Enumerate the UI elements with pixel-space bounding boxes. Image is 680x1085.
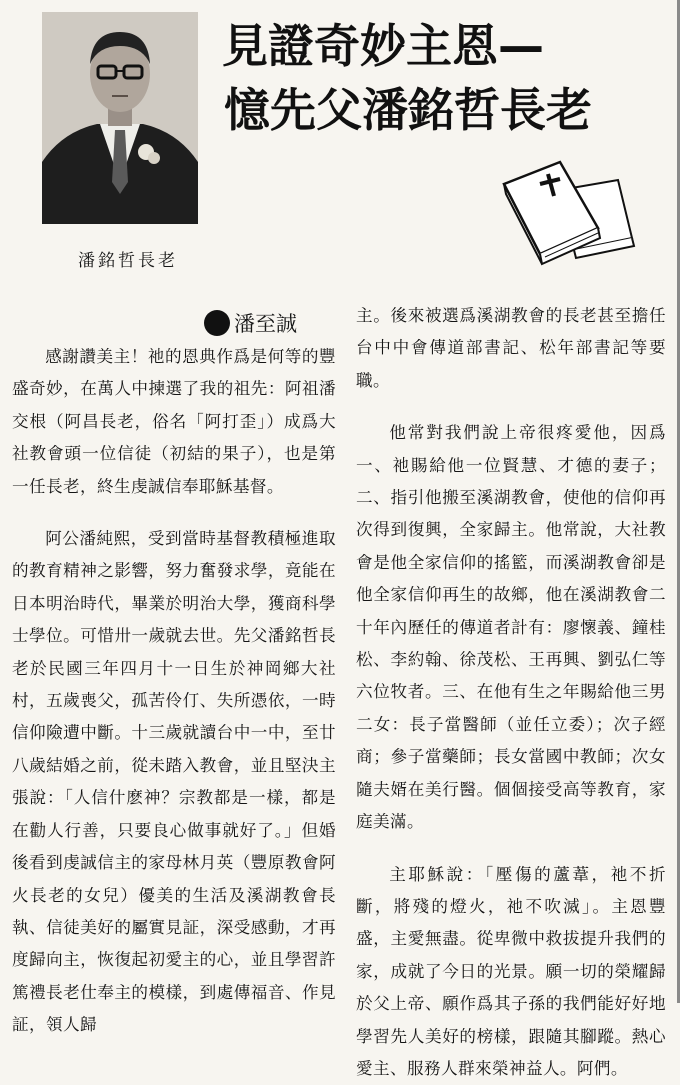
text-line: 牧者。三、在他有生之年賜給他三男二女 — [356, 682, 666, 733]
text-line: 阿公潘純熙，受到當時基督教積極進 — [45, 529, 319, 548]
text-line: 台中中會傳道部書記、松年部書記等要職 — [356, 338, 666, 389]
bullet-dot-icon — [204, 310, 230, 336]
paragraph-1 — [12, 341, 336, 503]
right-column — [356, 300, 666, 1085]
text-line: 憑依，一時信仰險遭中斷。十三歲就讀台 — [12, 691, 336, 742]
text-line: 他全家信仰的搖籃，而溪湖教會卻是他全 — [356, 553, 666, 604]
text-line: 起初愛主的心，並且學習許篤禮長老仕奉 — [12, 950, 336, 1001]
text-line: 中一中，至廿八歲結婚之前，從未踏入教 — [12, 723, 336, 774]
text-line: 會，並且堅決主張說：「人信什麽神？宗 — [12, 756, 336, 807]
text-line: 取的教育精神之影響，努力奮發求學，竟 — [12, 529, 336, 580]
text-line: 督。 — [250, 477, 284, 496]
text-line: 參子當藥師；長女當國中教師；次女隨夫 — [356, 747, 666, 798]
text-line: 實見証，深受感動，才再度歸向主，恢復 — [12, 918, 336, 969]
text-line: 先人美好的榜樣，跟隨其腳蹤。熱心愛主 — [356, 1027, 666, 1078]
portrait-photo — [42, 12, 198, 224]
paragraph-2 — [12, 523, 336, 1042]
text-line: 內歷任的傳道者計有：廖懷義、鐘桂松、 — [356, 618, 666, 669]
author-byline — [204, 308, 297, 338]
text-line: 到復興，全家歸主。他常說，大社教會是 — [356, 520, 666, 571]
article-title — [222, 14, 662, 142]
text-line: 豐盛奇妙，在萬人中揀選了我的祖先：阿 — [12, 347, 336, 398]
text-line: 、祂賜給他一位賢慧、才德的妻子；二、 — [356, 456, 666, 507]
text-line: 感謝讚美主！祂的恩典作爲是何等的 — [45, 347, 319, 366]
text-line: 能在日本明治時代，畢業於明治大學，獲 — [12, 561, 336, 612]
text-line: 成爲大社教會頭一位信徒（初結的果子） — [12, 412, 336, 463]
text-line: 。 — [373, 371, 390, 390]
text-line: ，將殘的燈火，祂不吹滅」。主恩豐盛， — [356, 897, 666, 948]
text-line: 、服務人群來榮神益人。阿們。 — [390, 1059, 628, 1078]
text-line: 上帝、願作爲其子孫的我們能好好地學習 — [356, 994, 666, 1045]
text-line: 祖潘交根（阿昌長老，俗名「阿打歪」） — [12, 379, 336, 430]
text-line: ：長子當醫師（並任立委）；次子經商； — [356, 715, 666, 766]
title-line-2: 憶先父潘銘哲長老 — [222, 78, 662, 142]
text-line: ，也是第一任長老，終生虔誠信奉耶穌基 — [12, 444, 336, 495]
text-line: 滿。 — [390, 812, 424, 831]
photo-caption: 潘銘哲長老 — [78, 246, 178, 271]
text-line: 家信仰再生的故鄉，他在溪湖教會二十年 — [356, 585, 666, 636]
author-name: 潘至誠 — [234, 308, 297, 338]
text-line: 教都是一樣，都是在勸人行善，只要良心 — [12, 788, 336, 839]
text-line: 主耶穌說：「壓傷的蘆葦，祂不折斷 — [356, 865, 666, 916]
text-line: 美的生活及溪湖教會長執、信徒美好的屬 — [12, 886, 336, 937]
text-line: 岡鄉大社村，五歲喪父，孤苦伶仃、失所 — [12, 659, 336, 710]
paragraph-5 — [356, 859, 666, 1085]
text-line: 指引他搬至溪湖教會，使他的信仰再次得 — [356, 488, 666, 539]
text-line: 主。後來被選爲溪湖教會的長老甚至擔任 — [356, 306, 666, 325]
left-column — [12, 341, 336, 1042]
text-line: 商科學士學位。可惜卅一歲就去世。先父 — [12, 594, 336, 645]
text-line: 做事就好了。」但婚後看到虔誠信主的家 — [12, 821, 336, 872]
title-line-1: 見證奇妙主恩— — [222, 14, 662, 78]
text-line: 李約翰、徐茂松、王再興、劉弘仁等六位 — [356, 650, 666, 701]
text-line: 他常對我們說上帝很疼愛他，因爲一 — [356, 423, 666, 474]
text-line: 主的模樣，到處傳福音、作見証，領人歸 — [12, 983, 336, 1034]
bible-illustration — [490, 150, 650, 270]
text-line: 婿在美行醫。個個接受高等教育，家庭美 — [356, 780, 666, 831]
paragraph-4 — [356, 417, 666, 838]
text-line: 母林月英（豐原教會阿火長老的女兒）優 — [12, 853, 336, 904]
text-line: 主愛無盡。從卑微中救拔提升我們的家， — [356, 929, 666, 980]
text-line: 成就了今日的光景。願一切的榮耀歸於父 — [356, 962, 666, 1013]
text-line: 潘銘哲長老於民國三年四月十一日生於神 — [12, 626, 336, 677]
paragraph-3 — [356, 300, 666, 397]
